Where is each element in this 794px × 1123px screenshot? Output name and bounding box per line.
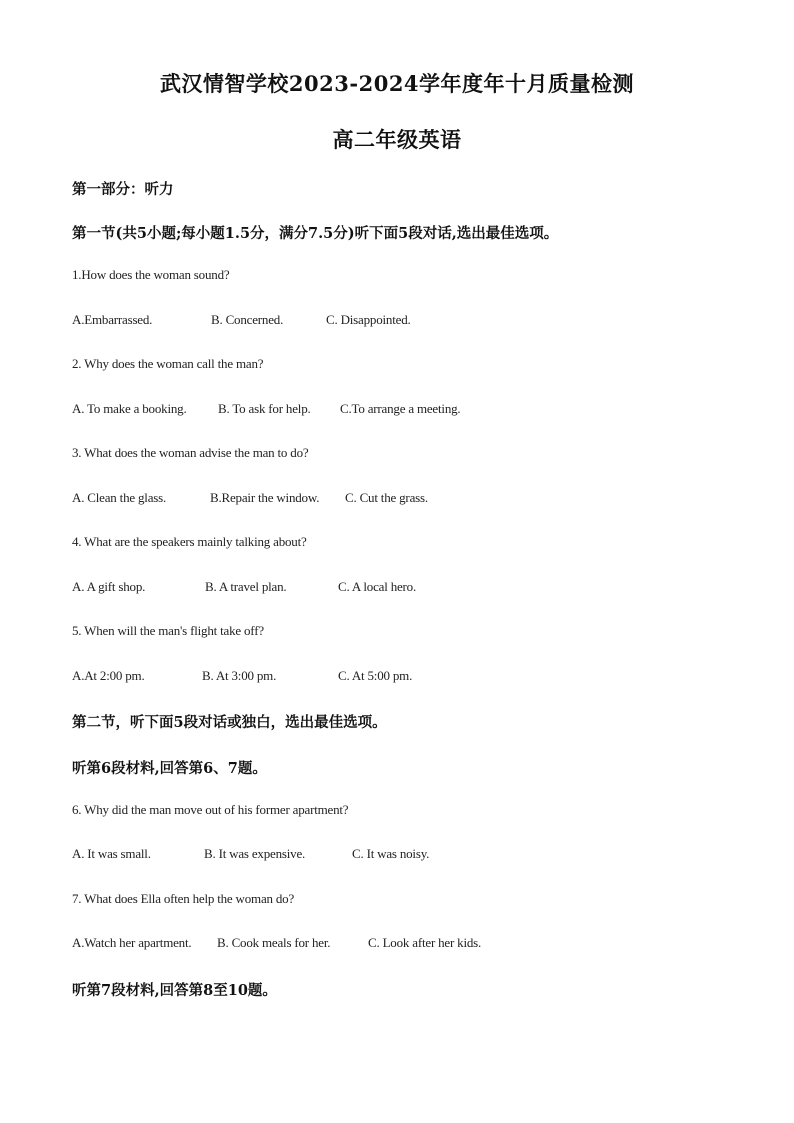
q1-option-c: C. Disappointed. bbox=[326, 312, 411, 327]
section2-heading: 第二节，听下面5段对话或独白，选出最佳选项。 bbox=[72, 714, 387, 731]
q3-option-c: C. Cut the grass. bbox=[345, 490, 428, 505]
q7-option-c: C. Look after her kids. bbox=[368, 935, 482, 950]
part1-heading: 第一部分：听力 bbox=[72, 181, 174, 198]
q6-option-b: B. It was expensive. bbox=[204, 846, 306, 861]
material6-heading: 听第6段材料,回答第6、7题。 bbox=[72, 760, 267, 777]
section1-heading: 第一节(共5小题;每小题1.5分，满分7.5分)听下面5段对话,选出最佳选项。 bbox=[72, 225, 559, 242]
q5-option-b: B. At 3:00 pm. bbox=[202, 668, 277, 683]
q1-option-a: A.Embarrassed. bbox=[72, 312, 153, 327]
q3-option-a: A. Clean the glass. bbox=[72, 490, 167, 505]
question-1: 1.How does the woman sound? bbox=[72, 267, 230, 282]
q2-option-b: B. To ask for help. bbox=[218, 401, 311, 416]
q5-option-c: C. At 5:00 pm. bbox=[338, 668, 413, 683]
q3-option-b: B.Repair the window. bbox=[210, 490, 320, 505]
q5-option-a: A.At 2:00 pm. bbox=[72, 668, 145, 683]
material7-heading: 听第7段材料,回答第8至10题。 bbox=[72, 982, 277, 999]
q4-option-a: A. A gift shop. bbox=[72, 579, 146, 594]
question-7: 7. What does Ella often help the woman do? bbox=[72, 891, 295, 906]
q2-option-a: A. To make a booking. bbox=[72, 401, 187, 416]
exam-subtitle: 高二年级英语 bbox=[332, 127, 462, 152]
q2-option-c: C.To arrange a meeting. bbox=[340, 401, 461, 416]
q1-option-b: B. Concerned. bbox=[211, 312, 284, 327]
q4-option-b: B. A travel plan. bbox=[205, 579, 287, 594]
q6-option-a: A. It was small. bbox=[72, 846, 151, 861]
q7-option-a: A.Watch her apartment. bbox=[72, 935, 192, 950]
q7-option-b: B. Cook meals for her. bbox=[217, 935, 331, 950]
q4-option-c: C. A local hero. bbox=[338, 579, 417, 594]
question-2: 2. Why does the woman call the man? bbox=[72, 356, 264, 371]
q6-option-c: C. It was noisy. bbox=[352, 846, 430, 861]
question-5: 5. When will the man's flight take off? bbox=[72, 623, 264, 638]
exam-title: 武汉情智学校2023-2024学年度年十月质量检测 bbox=[159, 71, 635, 96]
question-4: 4. What are the speakers mainly talking about? bbox=[72, 534, 307, 549]
question-6: 6. Why did the man move out of his former apartment? bbox=[72, 802, 349, 817]
question-3: 3. What does the woman advise the man to do? bbox=[72, 445, 309, 460]
